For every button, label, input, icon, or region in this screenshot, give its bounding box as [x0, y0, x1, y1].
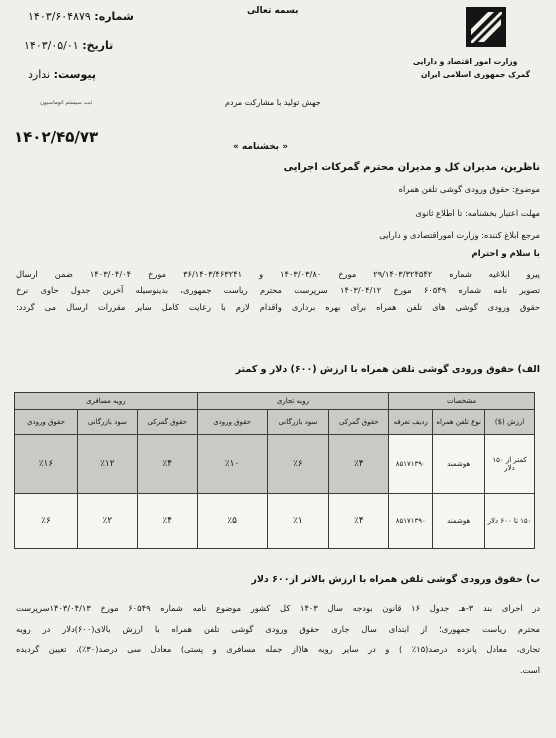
date-value: ۱۴۰۳/۰۵/۰۱: [24, 39, 79, 52]
table-row: [15, 435, 535, 494]
header-specs: مشخصات: [389, 393, 535, 410]
table-cell: کمتر از ۱۵۰ دلار: [485, 435, 535, 494]
table-cell: ۸۵۱۷۱۳۹۰: [389, 494, 433, 549]
column-header: سود بازرگانی: [267, 410, 329, 435]
validity-line: مهلت اعتبار بخشنامه: تا اطلاع ثانوی: [415, 208, 540, 218]
signature-note: ثبت سیستم اتوماسیون: [40, 100, 93, 106]
table-cell: ۸۵۱۷۱۳۹۰: [389, 435, 433, 494]
ministry-name: وزارت امور اقتصاد و دارایی: [413, 57, 518, 66]
column-header: نوع تلفن همراه: [433, 410, 485, 435]
table-cell: ٪۴: [137, 435, 197, 494]
column-header: ردیف تعرفه: [389, 410, 433, 435]
table-cell: ٪۱۰: [197, 435, 267, 494]
attachment-line: [28, 68, 96, 81]
circular-title: « بخشنامه »: [233, 142, 289, 152]
attachment-value: ندارد: [28, 68, 51, 81]
body-line: تصویر نامه شماره ۶۰۵۴۹ مورخ ۱۴۰۳/۰۴/۱۲ سرپرست محترم ریاست جمهوری، بدینوسیله آخرین جدول حاوی نرخ: [16, 285, 541, 296]
table-cell: هوشمند: [433, 435, 485, 494]
table-cell: ٪۶: [15, 494, 78, 549]
table-cell: ٪۵: [197, 494, 267, 549]
body-line: محترم ریاست جمهوری؛ از ابتدای سال جاری حقوق ورودی گوشی تلفن همراه با ارزش بالای(۶۰۰)دلار در رویه: [16, 623, 540, 634]
table-cell: ٪۱۲: [77, 435, 137, 494]
table-row: [15, 494, 535, 549]
table-cell: ٪۱: [267, 494, 329, 549]
table-cell: ٪۲: [77, 494, 137, 549]
subject-line: موضوع: حقوق ورودی گوشی تلفن همراه: [398, 184, 540, 194]
table-cell: ٪۴: [329, 435, 389, 494]
body-line: در اجرای بند ۳-هـ جدول ۱۶ قانون بودجه سال ۱۴۰۳ کل کشور موضوع نامه شماره ۶۰۵۴۹ مورخ ۱۴۰۳/۰۴/۱۳سرپرست: [16, 603, 541, 613]
column-header: حقوق ورودی: [15, 410, 78, 435]
greeting: با سلام و احترام: [471, 249, 540, 259]
section-b-heading: ب) حقوق ورودی گوشی تلفن همراه با ارزش بالاتر از۶۰۰ دلار: [251, 574, 540, 585]
body-line: پیرو ابلاغیه شماره ۲۹/۱۴۰۳/۳۲۴۵۴۲ مورخ ۱۴۰۳/۰۳/۸۰ و ۳۶/۱۴۰۳/۴۶۳۲۴۱ مورخ ۱۴۰۳/۰۴/۰۴ ضمن ارسال: [16, 269, 540, 279]
number-line: [28, 10, 134, 23]
body-line: حقوق ورودی گوشی های تلفن همراه برای بهره برداری واقدام لازم با رعایت کامل سایر مقررات ارسال می گردد:: [16, 301, 540, 312]
table-cell: هوشمند: [433, 494, 485, 549]
number-label: شماره:: [94, 10, 134, 23]
number-value: ۱۴۰۳/۶۰۴۸۷۹: [28, 10, 91, 23]
body-line: تجاری، معادل پانزده درصد(۱۵٪ ) و در سایر رویه ها(از جمله مسافری و پستی) معادل سی درصد(۳۰٪)، تعیین گردیده: [16, 644, 540, 654]
date-label: تاریخ:: [82, 39, 114, 52]
table-cell: ٪۴: [137, 494, 197, 549]
org-name: گمرک جمهوری اسلامی ایران: [421, 70, 531, 79]
column-header: حقوق گمرکی: [137, 410, 197, 435]
addressees: ناظرین، مدیران کل و مدیران محترم گمرکات اجرایی: [283, 162, 540, 173]
column-header: ارزش ($): [485, 410, 535, 435]
section-a-heading: الف) حقوق ورودی گوشی تلفن همراه با ارزش (۶۰۰) دلار و کمتر: [235, 364, 540, 375]
duty-table: [14, 392, 535, 549]
header-commercial: رویه تجاری: [197, 393, 389, 410]
slogan: جهش تولید با مشارکت مردم: [225, 98, 321, 107]
circular-body: [16, 266, 540, 315]
column-header: سود بازرگانی: [77, 410, 137, 435]
column-header: حقوق ورودی: [197, 410, 267, 435]
header-passenger: رویه مسافری: [15, 393, 198, 410]
reference-number: ۱۴۰۲/۴۵/۷۳: [14, 128, 99, 146]
body-line: است.: [519, 664, 540, 675]
table-cell: ۱۵۰ تا ۶۰۰ دلار: [485, 494, 535, 549]
basmala: بسمه تعالی: [247, 6, 299, 16]
date-line: [24, 39, 113, 52]
table-cell: ٪۴: [329, 494, 389, 549]
column-header: حقوق گمرکی: [329, 410, 389, 435]
section-b-body: [16, 598, 540, 680]
table-cell: ٪۶: [267, 435, 329, 494]
attachment-label: پیوست:: [53, 68, 96, 81]
customs-logo-icon: [466, 7, 506, 47]
table-cell: ٪۱۶: [15, 435, 78, 494]
authority-line: مرجع ابلاغ کننده: وزارت اموراقتصادی و دارایی: [379, 230, 540, 240]
